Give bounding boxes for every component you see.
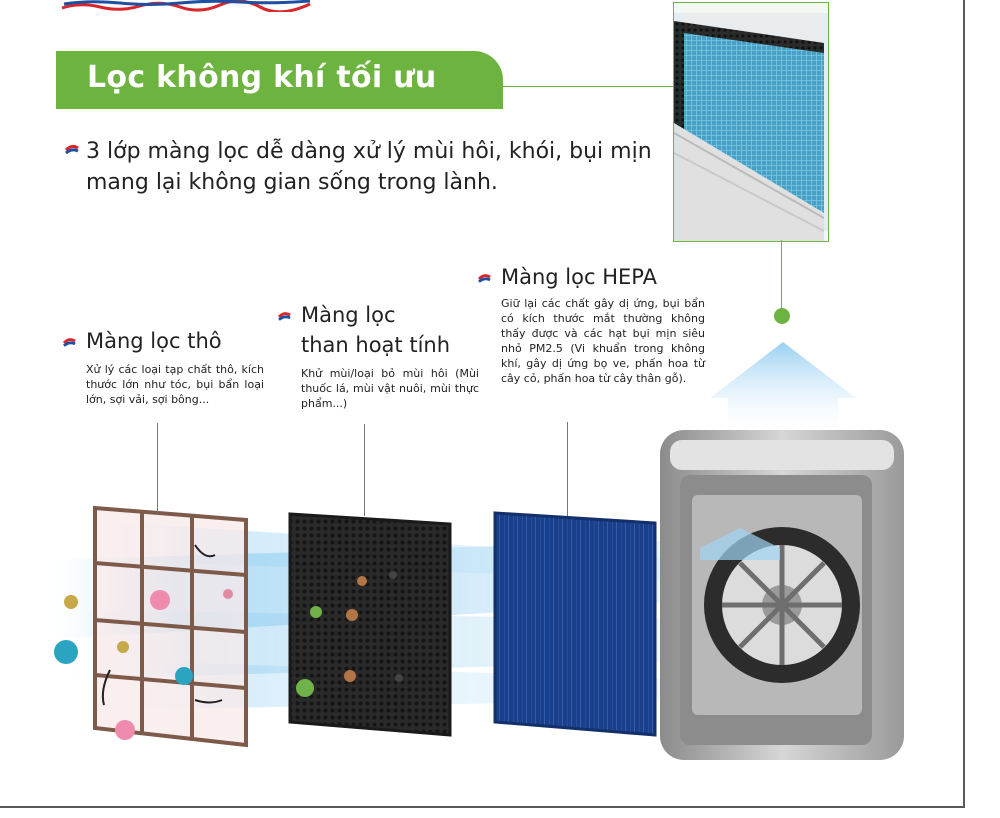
airflow-arrow-icon bbox=[710, 342, 856, 430]
air-purifier bbox=[660, 430, 904, 760]
coarse-pointer-line bbox=[157, 423, 158, 513]
intro-line-1: 3 lớp màng lọc dễ dàng xử lý mùi hôi, khói, bụi mịn bbox=[86, 139, 652, 164]
carbon-filter-title-1: Màng lọc bbox=[301, 303, 396, 327]
hepa-pointer-line bbox=[567, 422, 568, 516]
coarse-filter-desc: Xử lý các loại tạp chất thô, kích thước lớn như tóc, bụi bẩn loại lớn, sợi vải, sợi bông... bbox=[86, 363, 264, 406]
intro-line-2: mang lại không gian sống trong lành. bbox=[86, 170, 498, 195]
carbon-filter-desc: Khử mùi/loại bỏ mùi hôi (Mùi thuốc lá, mùi vật nuôi, mùi thực phẩm...) bbox=[301, 367, 479, 410]
carbon-filter-label bbox=[301, 302, 479, 411]
coarse-filter-label bbox=[86, 328, 264, 407]
section-title: Lọc không khí tối ưu bbox=[87, 60, 437, 95]
carbon-pointer-line bbox=[364, 424, 365, 516]
hepa-filter-label bbox=[501, 264, 705, 386]
carbon-filter bbox=[290, 514, 450, 735]
hepa-filter-title: Màng lọc HEPA bbox=[501, 265, 657, 289]
hepa-filter-desc: Giữ lại các chất gây dị ứng, bụi bẩn có kích thước mắt thường không thấy được và các hạt bụi mịn siêu nhỏ PM2.5 (Vi khuẩn trong không khí, gây dị ứng bọ ve, phấn hoa từ cây cỏ, phấn hoa từ cây thân gỗ). bbox=[501, 297, 705, 385]
coarse-filter-title: Màng lọc thô bbox=[86, 329, 222, 353]
carbon-filter-title-2: than hoạt tính bbox=[301, 333, 451, 357]
hepa-filter bbox=[495, 513, 655, 735]
